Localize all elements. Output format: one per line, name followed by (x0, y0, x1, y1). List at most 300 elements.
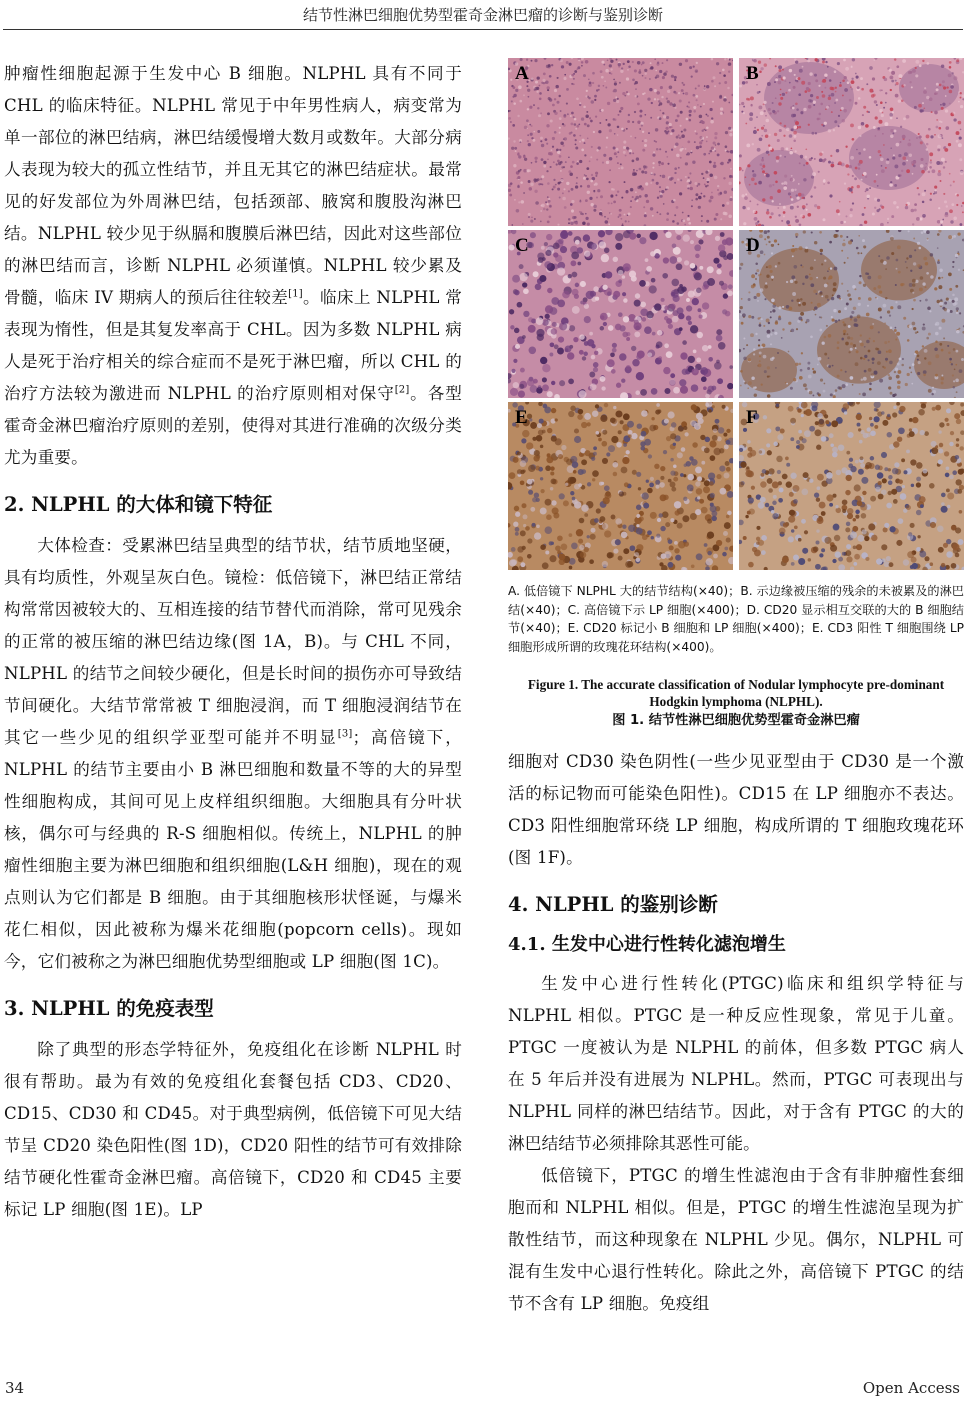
cell-texture (615, 96, 617, 98)
cell-texture (576, 529, 583, 536)
cell-texture (701, 461, 705, 465)
cell-texture (617, 190, 619, 192)
cell-texture (761, 550, 766, 555)
figure-panel-d (739, 230, 964, 398)
cell-texture (659, 148, 661, 150)
cell-texture (914, 203, 917, 206)
cell-texture (568, 231, 573, 236)
cell-texture (848, 432, 854, 438)
cell-texture (814, 158, 816, 160)
cell-texture (778, 262, 781, 265)
cell-texture (932, 387, 934, 389)
cell-texture (838, 444, 845, 451)
cell-texture (862, 213, 865, 216)
cell-texture (956, 204, 958, 206)
cell-texture (779, 203, 781, 205)
cell-texture (862, 491, 866, 495)
cell-texture (634, 69, 637, 72)
cell-texture (709, 199, 712, 202)
cell-texture (689, 110, 692, 113)
cell-texture (696, 488, 703, 495)
cell-texture (637, 103, 640, 106)
cell-texture (545, 250, 551, 256)
cell-texture (885, 297, 888, 300)
cell-texture (808, 558, 811, 561)
cell-texture (916, 217, 920, 221)
cell-texture (836, 508, 842, 514)
cell-texture (916, 547, 921, 552)
cell-texture (542, 562, 549, 569)
cell-texture (704, 480, 710, 486)
cell-texture (748, 291, 750, 293)
cell-texture (703, 386, 707, 390)
cell-texture (560, 110, 562, 112)
cell-texture (800, 298, 803, 301)
cell-texture (655, 70, 657, 72)
cell-texture (926, 337, 929, 340)
cell-texture (583, 177, 586, 180)
cell-texture (942, 80, 945, 83)
cell-texture (748, 298, 751, 301)
cell-texture (943, 543, 948, 548)
cell-texture (850, 337, 853, 340)
cell-texture (898, 518, 904, 524)
cell-texture (742, 313, 746, 317)
citation[interactable]: [3] (337, 728, 353, 740)
cell-texture (761, 135, 763, 137)
cell-texture (907, 339, 910, 342)
cell-texture (522, 223, 524, 225)
citation[interactable]: [1] (288, 288, 303, 300)
cell-texture (941, 349, 944, 352)
cell-texture (911, 484, 914, 487)
figure-panel-b (739, 58, 964, 226)
cell-texture (648, 454, 652, 458)
cell-texture (825, 77, 827, 79)
cell-texture (685, 176, 687, 178)
cell-texture (896, 332, 900, 336)
cell-texture (745, 123, 747, 125)
tissue-nodule (899, 64, 959, 112)
cell-texture (753, 130, 757, 134)
cell-texture (543, 73, 546, 76)
cell-texture (890, 392, 893, 395)
right-column (508, 58, 964, 1320)
cell-texture (571, 74, 574, 77)
cell-texture (671, 292, 675, 296)
cell-texture (916, 510, 922, 516)
cell-texture (856, 76, 859, 79)
cell-texture (879, 290, 882, 293)
cell-texture (696, 62, 698, 64)
cell-texture (909, 325, 912, 328)
cell-texture (703, 87, 706, 90)
cell-texture (569, 325, 575, 331)
cell-texture (860, 179, 862, 181)
cell-texture (931, 447, 938, 454)
cell-texture (758, 364, 762, 368)
cell-texture (777, 139, 780, 142)
cell-texture (711, 511, 717, 517)
cell-texture (591, 203, 594, 206)
cell-texture (724, 81, 727, 84)
cell-texture (528, 123, 530, 125)
cell-texture (550, 471, 554, 475)
cell-texture (663, 72, 667, 76)
cell-texture (941, 158, 945, 162)
cell-texture (915, 332, 917, 334)
cell-texture (584, 513, 588, 517)
cell-texture (913, 327, 916, 330)
cell-texture (626, 128, 628, 130)
cell-texture (908, 71, 911, 74)
cell-texture (619, 353, 627, 361)
cell-texture (779, 122, 781, 124)
cell-texture (892, 157, 895, 160)
cell-texture (754, 296, 757, 299)
cell-texture (749, 200, 751, 202)
cell-texture (837, 62, 840, 65)
cell-texture (936, 126, 939, 129)
cell-texture (814, 429, 821, 436)
cell-texture (790, 387, 793, 390)
cell-texture (799, 302, 801, 304)
cell-texture (695, 88, 697, 90)
cell-texture (534, 493, 539, 498)
cell-texture (607, 102, 610, 105)
cell-texture (859, 281, 862, 284)
paragraph-clinical: 肿瘤性细胞起源于生发中心 B 细胞。NLPHL 具有不同于 CHL 的临床特征。NLPHL 常见于中年男性病人，病变常为单一部位的淋巴结病，淋巴结缓慢增大数月或数年。大部分病人表现为较大的孤立性结节，并且无其它的淋巴结症状。最常见的好发部位为外周淋巴结，包括颈部、腋窝和腹股沟淋巴结。NLPHL 较少见于纵膈和腹膜后淋巴结，因此对这些部位的淋巴结而言，诊断 NLPHL 必须谨慎。NLPHL 较少累及骨髓，临床 IV 期病人的预后往往较差[1]。临床上 NLPHL 常表现为惰性，但是其复发率高于 CHL。因为多数 NLPHL 病人是死于治疗相关的综合症而不是死于淋巴瘤，所以 CHL 的治疗方法较为激进而 NLPHL 的治疗原则相对保守[2]。各型霍奇金淋巴瘤治疗原则的差别，使得对其进行准确的次级分类尤为重要。 (4, 64, 462, 467)
cell-texture (947, 309, 950, 312)
cell-texture (848, 241, 852, 245)
cell-texture (530, 133, 533, 136)
cell-texture (515, 532, 519, 536)
cell-texture (909, 431, 915, 437)
cell-texture (897, 305, 901, 309)
cell-texture (659, 191, 661, 193)
cell-texture (811, 231, 813, 233)
cell-texture (808, 99, 811, 102)
cell-texture (761, 535, 767, 541)
cell-texture (879, 379, 883, 383)
cell-texture (528, 465, 535, 472)
cell-texture (922, 102, 924, 104)
cell-texture (766, 174, 770, 178)
cell-texture (845, 67, 849, 71)
cell-texture (767, 375, 769, 377)
cell-texture (552, 146, 554, 148)
cell-texture (536, 524, 540, 528)
cell-texture (531, 162, 533, 164)
cell-texture (936, 92, 938, 94)
cell-texture (544, 261, 551, 268)
cell-texture (867, 427, 871, 431)
cell-texture (610, 213, 612, 215)
cell-texture (616, 156, 618, 158)
cell-texture (881, 452, 887, 458)
cell-texture (752, 143, 754, 145)
cell-texture (669, 126, 671, 128)
cell-texture (694, 141, 696, 143)
cell-texture (681, 352, 688, 359)
cell-texture (701, 193, 703, 195)
cell-texture (557, 160, 560, 163)
cell-texture (600, 313, 608, 321)
cell-texture (806, 203, 808, 205)
cell-texture (930, 562, 934, 566)
cell-texture (537, 253, 544, 260)
cell-texture (775, 78, 778, 81)
cell-texture (614, 119, 616, 121)
cell-texture (558, 454, 563, 459)
cell-texture (861, 430, 865, 434)
cell-texture (725, 149, 727, 151)
cell-texture (901, 99, 904, 102)
left-column (4, 58, 462, 1226)
cell-texture (541, 175, 544, 178)
cell-texture (868, 297, 872, 301)
cell-texture (547, 86, 550, 89)
cell-texture (864, 355, 867, 358)
cell-texture (906, 204, 908, 206)
cell-texture (857, 252, 859, 254)
section-heading-3: 3. NLPHL 的免疫表型 (4, 997, 214, 1020)
cell-texture (559, 493, 565, 499)
cell-texture (749, 508, 755, 514)
cell-texture (743, 106, 745, 108)
cell-texture (659, 117, 662, 120)
cell-texture (788, 351, 790, 353)
cell-texture (795, 219, 799, 223)
cell-texture (843, 330, 847, 334)
cell-texture (794, 189, 796, 191)
cell-texture (791, 529, 794, 532)
cell-texture (530, 422, 537, 429)
cell-texture (867, 276, 871, 280)
cell-texture (820, 103, 823, 106)
cell-texture (928, 128, 931, 131)
cell-texture (554, 98, 556, 100)
cell-texture (944, 200, 947, 203)
cell-texture (866, 195, 869, 198)
cell-texture (697, 496, 700, 499)
cell-texture (642, 317, 646, 321)
cell-texture (723, 212, 726, 215)
cell-texture (745, 515, 748, 518)
cell-texture (840, 82, 842, 84)
cell-texture (715, 419, 720, 424)
cell-texture (777, 207, 779, 209)
cell-texture (842, 384, 846, 388)
cell-texture (699, 141, 702, 144)
cell-texture (568, 190, 570, 192)
cell-texture (558, 239, 564, 245)
cell-texture (698, 239, 703, 244)
cell-texture (902, 485, 905, 488)
cell-texture (545, 465, 551, 471)
cell-texture (671, 422, 677, 428)
cell-texture (540, 508, 547, 515)
cell-texture (720, 112, 723, 115)
cell-texture (667, 188, 669, 190)
cell-texture (590, 180, 593, 183)
cell-texture (659, 513, 663, 517)
cell-texture (698, 308, 702, 312)
cell-texture (574, 501, 581, 508)
cell-texture (532, 497, 537, 502)
cell-texture (739, 84, 742, 87)
cell-texture (865, 191, 867, 193)
cell-texture (602, 430, 607, 435)
cell-texture (823, 390, 826, 393)
cell-texture (740, 306, 743, 309)
cell-texture (722, 69, 725, 72)
cell-texture (862, 529, 867, 534)
cell-texture (921, 231, 924, 234)
cell-texture (860, 334, 862, 336)
cell-texture (936, 83, 939, 86)
cell-texture (824, 73, 827, 76)
cell-texture (912, 363, 915, 366)
citation[interactable]: [2] (394, 384, 410, 396)
cell-texture (920, 504, 924, 508)
cell-texture (604, 248, 610, 254)
cell-texture (634, 331, 640, 337)
cell-texture (851, 186, 854, 189)
cell-texture (842, 321, 844, 323)
cell-texture (579, 160, 582, 163)
cell-texture (683, 93, 685, 95)
cell-texture (895, 327, 897, 329)
cell-texture (834, 120, 837, 123)
cell-texture (608, 445, 615, 452)
cell-texture (527, 108, 529, 110)
cell-texture (597, 189, 600, 192)
cell-texture (772, 102, 774, 104)
cell-texture (810, 283, 814, 287)
cell-texture (828, 365, 831, 368)
cell-texture (510, 79, 512, 81)
cell-texture (587, 535, 590, 538)
cell-texture (884, 78, 888, 82)
cell-texture (710, 120, 714, 124)
cell-texture (890, 306, 893, 309)
cell-texture (649, 483, 654, 488)
cell-texture (740, 385, 742, 387)
cell-texture (763, 325, 765, 327)
cell-texture (914, 353, 916, 355)
cell-texture (854, 554, 860, 560)
cell-texture (751, 274, 755, 278)
cell-texture (774, 239, 777, 242)
cell-texture (690, 513, 697, 520)
cell-texture (929, 310, 931, 312)
cell-texture (792, 245, 794, 247)
cell-texture (894, 164, 898, 168)
cell-texture (659, 164, 661, 166)
cell-texture (625, 220, 627, 222)
cell-texture (635, 390, 640, 395)
cell-texture (580, 552, 587, 559)
cell-texture (688, 291, 695, 298)
cell-texture (695, 198, 698, 201)
cell-texture (791, 189, 794, 192)
cell-texture (845, 342, 849, 346)
cell-texture (610, 352, 615, 357)
cell-texture (654, 58, 656, 60)
cell-texture (882, 478, 887, 483)
cell-texture (845, 371, 847, 373)
cell-texture (842, 552, 846, 556)
cell-texture (581, 65, 583, 67)
cell-texture (949, 61, 952, 64)
cell-texture (775, 426, 780, 431)
cell-texture (652, 332, 656, 336)
cell-texture (604, 80, 606, 82)
cell-texture (651, 172, 653, 174)
cell-texture (520, 480, 525, 485)
cell-texture (634, 300, 641, 307)
cell-texture (939, 343, 942, 346)
cell-texture (945, 109, 948, 112)
cell-texture (825, 61, 827, 63)
cell-texture (655, 410, 660, 415)
cell-texture (943, 193, 945, 195)
cell-texture (774, 133, 777, 136)
cell-texture (631, 189, 633, 191)
cell-texture (883, 304, 887, 308)
cell-texture (589, 332, 593, 336)
cell-texture (912, 563, 918, 569)
cell-texture (921, 403, 926, 408)
cell-texture (795, 216, 797, 218)
cell-texture (677, 452, 683, 458)
cell-texture (695, 193, 698, 196)
cell-texture (819, 553, 823, 557)
cell-texture (629, 233, 636, 240)
cell-texture (616, 148, 619, 151)
cell-texture (950, 85, 954, 89)
cell-texture (858, 469, 864, 475)
cell-texture (946, 423, 949, 426)
cell-texture (806, 319, 809, 322)
cell-texture (585, 175, 587, 177)
cell-texture (663, 203, 665, 205)
cell-texture (840, 235, 843, 238)
cell-texture (530, 232, 536, 238)
cell-texture (845, 490, 850, 495)
cell-texture (820, 249, 823, 252)
cell-texture (544, 242, 548, 246)
cell-texture (830, 393, 833, 396)
cell-texture (817, 517, 824, 524)
cell-texture (745, 470, 752, 477)
cell-texture (604, 403, 608, 407)
cell-texture (625, 190, 628, 193)
cell-texture (951, 563, 957, 569)
cell-texture (847, 81, 850, 84)
cell-texture (874, 197, 877, 200)
cell-texture (790, 437, 794, 441)
cell-texture (873, 287, 876, 290)
cell-texture (858, 235, 860, 237)
cell-texture (885, 92, 887, 94)
cell-texture (552, 322, 557, 327)
cell-texture (911, 86, 913, 88)
cell-texture (678, 92, 680, 94)
cell-texture (835, 87, 837, 89)
cell-texture (960, 403, 964, 407)
